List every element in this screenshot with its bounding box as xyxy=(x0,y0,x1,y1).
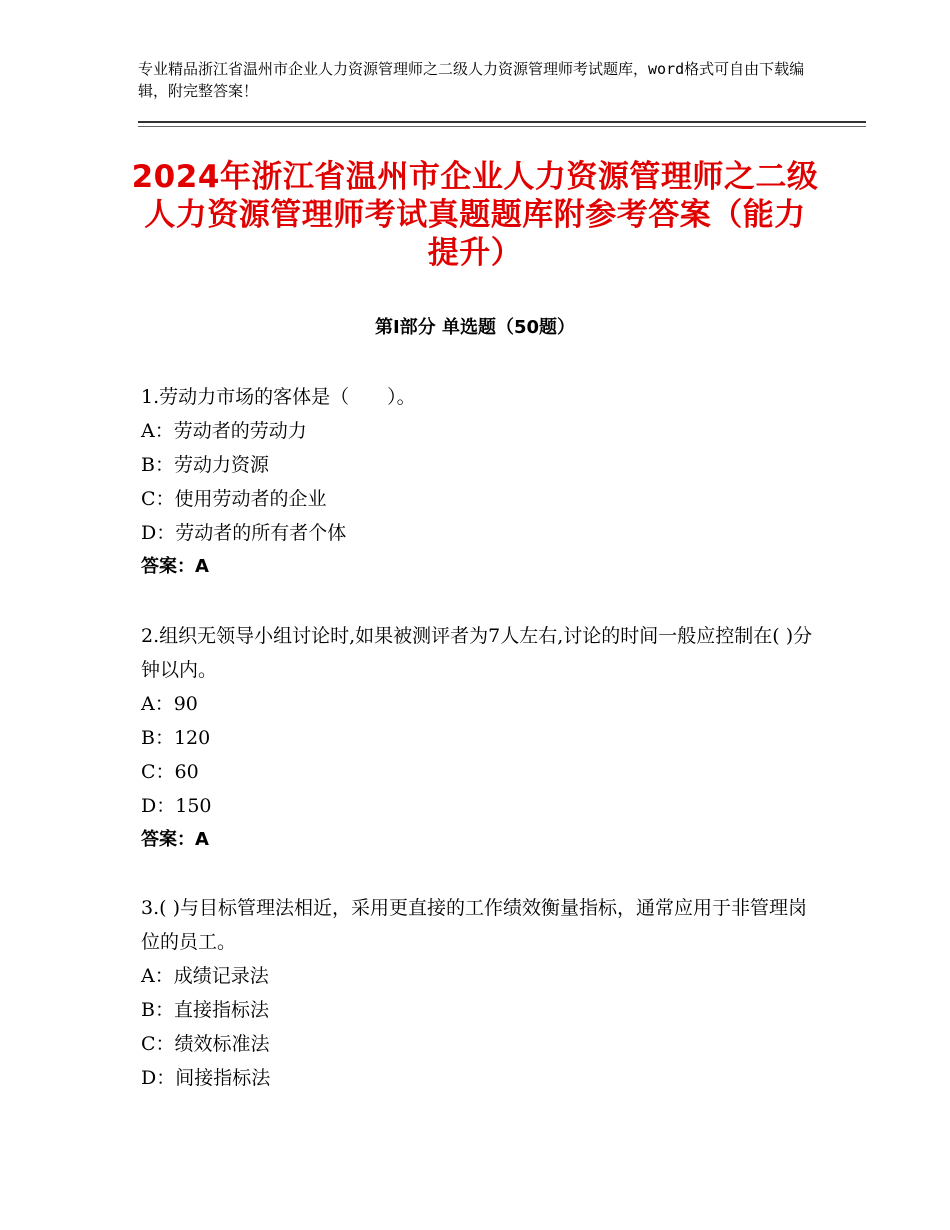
answer: 答案：A xyxy=(141,829,209,850)
option-c: C：绩效标准法 xyxy=(141,1033,270,1055)
section-heading: 第Ⅰ部分 单选题（50题） xyxy=(374,317,575,338)
question-3 xyxy=(141,891,821,1095)
option-a: A：劳动者的劳动力 xyxy=(141,420,307,442)
option-a: A：90 xyxy=(141,693,198,715)
header-divider-thick xyxy=(138,121,866,123)
option-c: C：60 xyxy=(141,761,199,783)
option-d: D：间接指标法 xyxy=(141,1067,271,1089)
question-1 xyxy=(141,380,821,584)
option-c: C：使用劳动者的企业 xyxy=(141,488,327,510)
header-note: 专业精品浙江省温州市企业人力资源管理师之二级人力资源管理师考试题库，word格式可自由下载编辑，附完整答案！ xyxy=(138,60,805,100)
question-text: 1.劳动力市场的客体是（ ）。 xyxy=(141,386,416,408)
question-text: 2.组织无领导小组讨论时,如果被测评者为7人左右,讨论的时间一般应控制在( )分钟以内。 xyxy=(141,625,813,681)
option-d: D：150 xyxy=(141,795,212,817)
option-b: B：直接指标法 xyxy=(141,999,269,1021)
option-b: B：120 xyxy=(141,727,211,749)
header-divider-thin xyxy=(138,126,866,127)
option-d: D：劳动者的所有者个体 xyxy=(141,522,347,544)
option-a: A：成绩记录法 xyxy=(141,965,269,987)
answer: 答案：A xyxy=(141,556,209,577)
option-b: B：劳动力资源 xyxy=(141,454,269,476)
question-text: 3.( )与目标管理法相近，采用更直接的工作绩效衡量指标，通常应用于非管理岗位的员工。 xyxy=(141,897,807,953)
document-title: 2024年浙江省温州市企业人力资源管理师之二级人力资源管理师考试真题题库附参考答案（能力提升） xyxy=(131,159,819,271)
question-2 xyxy=(141,619,821,857)
